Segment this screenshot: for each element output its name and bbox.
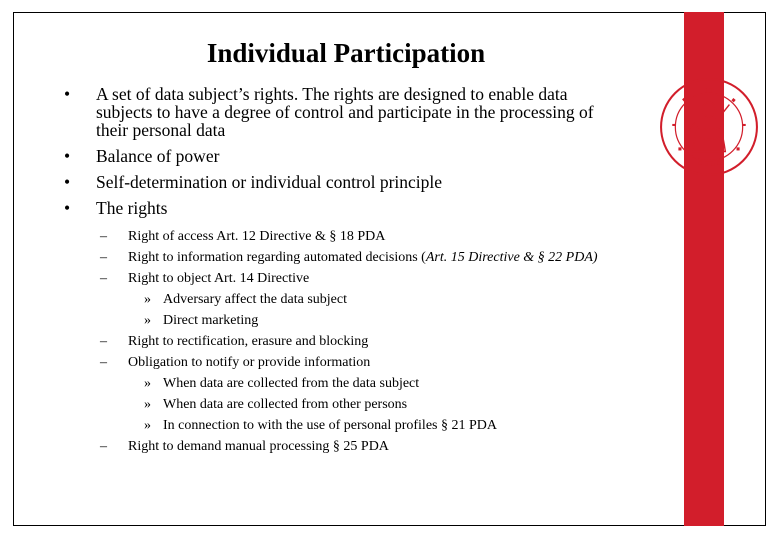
guillemet-marker: » [144, 397, 151, 412]
bullet-item [64, 199, 624, 217]
bullet-text: The rights [96, 198, 168, 218]
dash-marker: – [100, 271, 107, 286]
bullet-item [64, 173, 624, 191]
sub-item [100, 354, 660, 371]
sub-item-text: Right of access Art. 12 Directive & § 18 PDA [128, 229, 386, 244]
sub-sub-item [100, 375, 660, 392]
university-seal-icon [658, 76, 760, 178]
sub-sub-item [100, 312, 660, 329]
sub-item [100, 270, 660, 287]
sub-sub-item-text: When data are collected from other persons [163, 397, 408, 412]
dash-marker: – [100, 439, 107, 454]
bullet-item [64, 147, 624, 165]
bullet-marker: • [64, 146, 71, 166]
main-bullet-list [64, 85, 624, 225]
sub-item [100, 249, 660, 266]
guillemet-marker: » [144, 292, 151, 307]
sub-item-text: Right to information regarding automated decisions ( [128, 250, 426, 265]
bullet-text: Balance of power [96, 146, 220, 166]
sub-sub-item-text: Adversary affect the data subject [163, 292, 347, 307]
dash-marker: – [100, 229, 107, 244]
bullet-marker: • [64, 172, 71, 192]
guillemet-marker: » [144, 313, 151, 328]
sub-item-text: Right to object Art. 14 Directive [128, 271, 310, 286]
bullet-item [64, 85, 624, 139]
sub-item-text: Right to demand manual processing § 25 PDA [128, 439, 389, 454]
sub-sub-item-text: Direct marketing [163, 313, 259, 328]
sub-item [100, 228, 660, 245]
sub-sub-item [100, 396, 660, 413]
sub-sub-item-text: When data are collected from the data subject [163, 376, 420, 391]
sub-item-italic-text: Art. 15 Directive & § 22 PDA) [425, 250, 598, 265]
sub-sub-item [100, 417, 660, 434]
guillemet-marker: » [144, 418, 151, 433]
bullet-marker: • [64, 198, 71, 218]
bullet-text: A set of data subject’s rights. The rights are designed to enable data subjects to have a degree of control and participate in the processing of their personal data [96, 84, 594, 140]
sub-sub-item [100, 291, 660, 308]
rights-sub-list [100, 228, 660, 459]
sub-sub-item-text: In connection to with the use of personal profiles § 21 PDA [163, 418, 497, 433]
dash-marker: – [100, 334, 107, 349]
sub-item-text: Right to rectification, erasure and blocking [128, 334, 369, 349]
dash-marker: – [100, 355, 107, 370]
bullet-text: Self-determination or individual control principle [96, 172, 443, 192]
slide-title: Individual Participation [206, 38, 486, 68]
dash-marker: – [100, 250, 107, 265]
guillemet-marker: » [144, 376, 151, 391]
sub-item [100, 438, 660, 455]
sub-item-text: Obligation to notify or provide information [128, 355, 371, 370]
sub-item [100, 333, 660, 350]
bullet-marker: • [64, 84, 71, 104]
